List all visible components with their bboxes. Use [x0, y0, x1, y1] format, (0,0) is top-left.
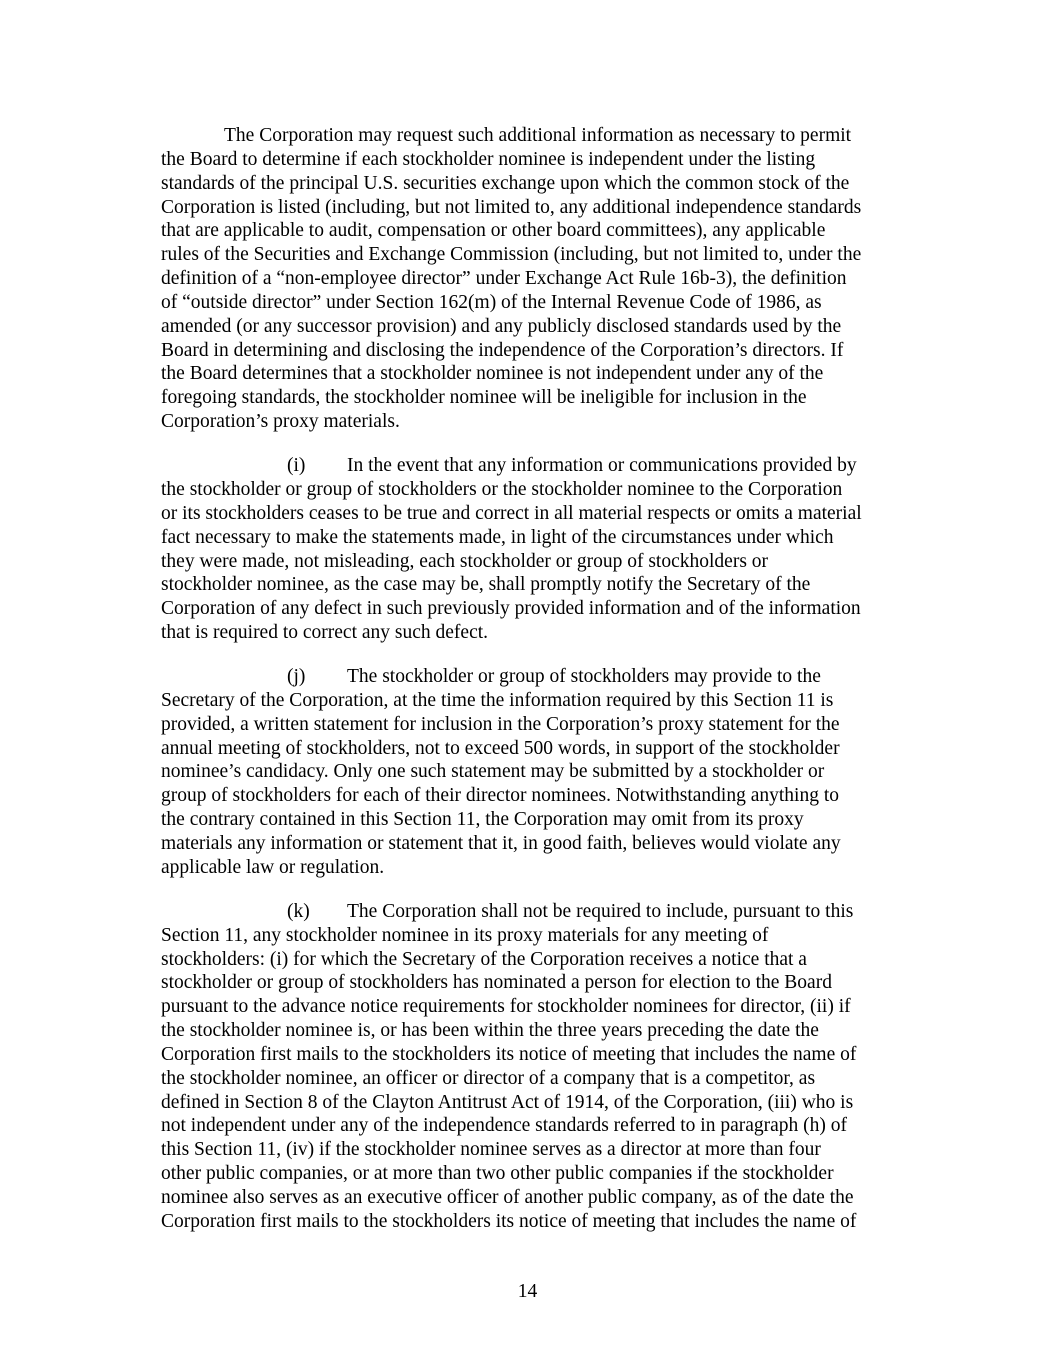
text-line	[161, 148, 921, 172]
text-line	[161, 550, 921, 574]
subsection-label: (k)	[287, 900, 310, 922]
line-text: nominee’s candidacy. Only one such statement may be submitted by a stockholder or	[161, 761, 825, 783]
line-text: The stockholder or group of stockholders may provide to the	[347, 666, 821, 688]
text-line	[161, 1043, 921, 1067]
subsection-paragraph	[161, 454, 921, 645]
line-text: provided, a written statement for inclusion in the Corporation’s proxy statement for the	[161, 713, 840, 735]
text-line	[161, 267, 921, 291]
text-line	[161, 196, 921, 220]
text-line	[161, 526, 921, 550]
document-body	[161, 124, 921, 1254]
text-line	[161, 243, 921, 267]
text-line	[161, 315, 921, 339]
text-line	[161, 900, 921, 924]
text-line	[161, 478, 921, 502]
text-line	[161, 737, 921, 761]
text-line	[161, 760, 921, 784]
line-text: Corporation first mails to the stockholders its notice of meeting that includes the name of	[161, 1210, 857, 1232]
line-text: group of stockholders for each of their director nominees. Notwithstanding anything to	[161, 785, 840, 807]
line-text: applicable law or regulation.	[161, 856, 385, 878]
text-line	[161, 124, 921, 148]
line-text: definition of a “non-employee director” under Exchange Act Rule 16b-3), the definition	[161, 268, 847, 290]
text-line	[161, 339, 921, 363]
text-line	[161, 689, 921, 713]
line-text: Corporation of any defect in such previously provided information and of the information	[161, 598, 861, 620]
line-text: stockholders: (i) for which the Secretary of the Corporation receives a notice that a	[161, 948, 807, 970]
line-text: Corporation is listed (including, but not limited to, any additional independence standards	[161, 196, 862, 218]
line-text: of “outside director” under Section 162(m) of the Internal Revenue Code of 1986, as	[161, 291, 822, 313]
text-line	[161, 362, 921, 386]
subsection-paragraph	[161, 665, 921, 880]
text-line	[161, 410, 921, 434]
line-text: defined in Section 8 of the Clayton Antitrust Act of 1914, of the Corporation, (iii) who is	[161, 1091, 854, 1113]
text-line	[161, 1091, 921, 1115]
text-line	[161, 948, 921, 972]
text-line	[161, 502, 921, 526]
line-text: the stockholder nominee, an officer or director of a company that is a competitor, as	[161, 1067, 816, 1089]
line-text: Section 11, any stockholder nominee in its proxy materials for any meeting of	[161, 924, 769, 946]
line-text: materials any information or statement that it, in good faith, believes would violate any	[161, 833, 841, 854]
line-text: foregoing standards, the stockholder nominee will be ineligible for inclusion in the	[161, 387, 807, 409]
text-line	[161, 386, 921, 410]
line-text: other public companies, or at more than two other public companies if the stockholder	[161, 1163, 834, 1185]
paragraph	[161, 124, 921, 434]
text-line	[161, 1067, 921, 1091]
line-text: The Corporation shall not be required to include, pursuant to this	[347, 900, 854, 922]
text-line	[161, 597, 921, 621]
text-line	[161, 995, 921, 1019]
line-text: the stockholder or group of stockholders or the stockholder nominee to the Corporation	[161, 479, 843, 500]
line-text: the contrary contained in this Section 11, the Corporation may omit from its proxy	[161, 809, 804, 831]
line-text: the stockholder nominee is, or has been within the three years preceding the date the	[161, 1020, 819, 1042]
subsection-label: (j)	[287, 666, 306, 688]
page-number: 14	[517, 1281, 538, 1302]
text-line	[161, 573, 921, 597]
text-line	[161, 1186, 921, 1210]
text-line	[161, 291, 921, 315]
line-text: amended (or any successor provision) and any publicly disclosed standards used by the	[161, 315, 842, 337]
text-line	[161, 808, 921, 832]
line-text: the Board determines that a stockholder nominee is not independent under any of the	[161, 363, 824, 385]
line-text: stockholder or group of stockholders has nominated a person for election to the Board	[161, 972, 832, 994]
text-line	[161, 172, 921, 196]
text-line	[161, 621, 921, 645]
line-text: nominee also serves as an executive officer of another public company, as of the date the	[161, 1187, 854, 1208]
line-text: they were made, not misleading, each stockholder or group of stockholders or	[161, 550, 769, 572]
line-text: pursuant to the advance notice requirements for stockholder nominees for director, (ii) if	[161, 996, 851, 1018]
text-line	[161, 454, 921, 478]
line-text: that are applicable to audit, compensation or other board committees), any applicable	[161, 220, 826, 242]
line-text: not independent under any of the independence standards referred to in paragraph (h) of	[161, 1115, 848, 1137]
line-text: or its stockholders ceases to be true and correct in all material respects or omits a material	[161, 502, 862, 524]
line-text: fact necessary to make the statements made, in light of the circumstances under which	[161, 526, 834, 548]
text-line	[161, 665, 921, 689]
subsection-label: (i)	[287, 455, 306, 477]
text-line	[161, 1162, 921, 1186]
text-line	[161, 713, 921, 737]
text-line	[161, 971, 921, 995]
text-line	[161, 1019, 921, 1043]
text-line	[161, 924, 921, 948]
text-line	[161, 856, 921, 880]
line-text: Board in determining and disclosing the independence of the Corporation’s directors. If	[161, 339, 844, 361]
line-text: that is required to correct any such defect.	[161, 622, 489, 644]
line-text: Corporation first mails to the stockholders its notice of meeting that includes the name of	[161, 1043, 857, 1065]
text-line	[161, 1210, 921, 1234]
line-text: The Corporation may request such additional information as necessary to permit	[224, 125, 852, 146]
line-text: Secretary of the Corporation, at the time the information required by this Section 11 is	[161, 689, 834, 711]
line-text: In the event that any information or communications provided by	[347, 455, 857, 477]
text-line	[161, 784, 921, 808]
text-line	[161, 1114, 921, 1138]
line-text: the Board to determine if each stockholder nominee is independent under the listing	[161, 148, 816, 170]
text-line	[161, 1138, 921, 1162]
line-text: annual meeting of stockholders, not to exceed 500 words, in support of the stockholder	[161, 737, 840, 759]
line-text: Corporation’s proxy materials.	[161, 411, 400, 433]
line-text: this Section 11, (iv) if the stockholder nominee serves as a director at more than four	[161, 1139, 821, 1161]
text-line	[161, 219, 921, 243]
text-line	[161, 832, 921, 856]
line-text: standards of the principal U.S. securities exchange upon which the common stock of the	[161, 172, 850, 194]
line-text: rules of the Securities and Exchange Commission (including, but not limited to, under the	[161, 244, 862, 266]
subsection-paragraph	[161, 900, 921, 1234]
line-text: stockholder nominee, as the case may be, shall promptly notify the Secretary of the	[161, 574, 811, 596]
